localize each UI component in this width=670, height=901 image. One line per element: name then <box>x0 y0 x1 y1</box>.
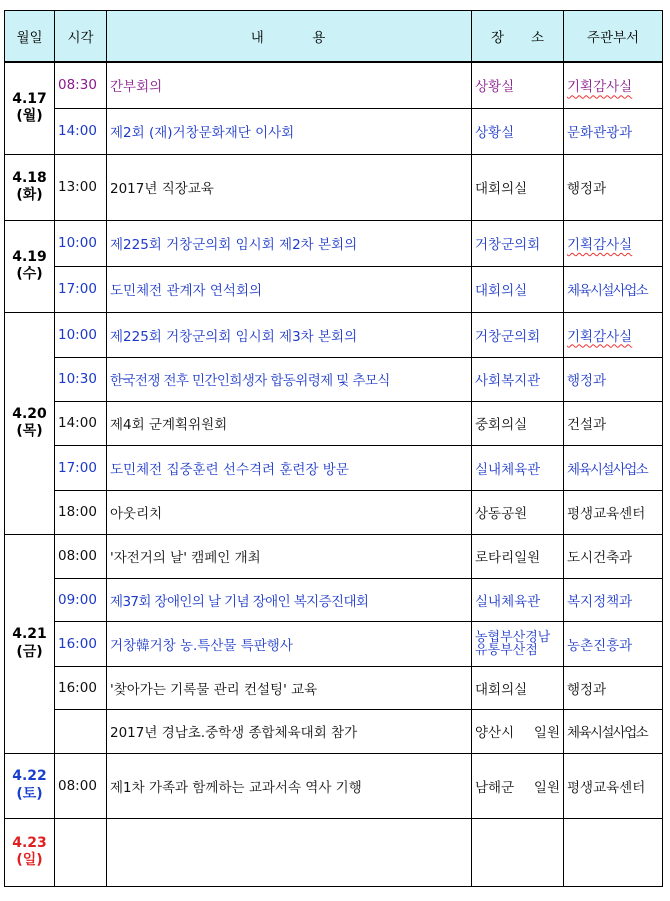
event-time: 08:00 <box>55 753 107 818</box>
event-dept <box>564 220 663 266</box>
event-time <box>55 709 107 753</box>
day-weekday: (화) <box>16 187 43 203</box>
event-place: 거창군의회 <box>472 312 564 357</box>
event-content: 제225회 거창군의회 임시회 제2차 본회의 <box>107 220 472 266</box>
event-dept-label: 농촌진흥과 <box>567 637 633 654</box>
event-dept-label: 체육시설사업소 <box>567 461 648 478</box>
event-place: 중회의실 <box>472 401 564 445</box>
event-place-line: 농협부산경남 <box>475 629 551 645</box>
event-dept-label: 복지정책과 <box>567 593 633 610</box>
event-place: 남해군 일원 <box>472 753 564 818</box>
schedule-row <box>5 154 663 220</box>
event-time: 16:00 <box>55 621 107 666</box>
event-place: 상황실 <box>472 108 564 154</box>
event-place: 사회복지관 <box>472 357 564 401</box>
event-dept-label: 건설과 <box>567 417 607 433</box>
event-place <box>472 621 564 666</box>
event-place: 거창군의회 <box>472 220 564 266</box>
header-time: 시각 <box>55 11 107 63</box>
event-place: 상황실 <box>472 62 564 108</box>
event-time: 14:00 <box>55 401 107 445</box>
day-cell <box>5 154 55 220</box>
event-dept <box>564 490 663 534</box>
event-content: 도민체전 관계자 연석회의 <box>107 266 472 312</box>
event-content: 제1차 가족과 함께하는 교과서속 역사 기행 <box>107 753 472 818</box>
event-dept-label: 문화관광과 <box>567 125 633 141</box>
event-time <box>55 818 107 886</box>
event-dept <box>564 357 663 401</box>
event-content: 2017년 직장교육 <box>107 154 472 220</box>
day-date: 4.21 <box>12 626 47 642</box>
day-cell <box>5 818 55 886</box>
event-dept-label: 체육시설사업소 <box>567 283 648 299</box>
schedule-row <box>5 818 663 886</box>
event-content: 제2회 (재)거창문화재단 이사회 <box>107 108 472 154</box>
event-time: 14:00 <box>55 108 107 154</box>
event-dept-label: 평생교육센터 <box>567 779 646 796</box>
event-content: 거창韓거창 농.특산물 특판행사 <box>107 621 472 666</box>
day-cell <box>5 753 55 818</box>
event-time: 18:00 <box>55 490 107 534</box>
event-dept <box>564 818 663 886</box>
schedule-body <box>5 62 663 886</box>
day-weekday: (월) <box>16 108 43 125</box>
event-time: 08:30 <box>55 62 107 108</box>
event-dept <box>564 266 663 312</box>
day-date: 4.18 <box>12 169 47 186</box>
event-dept-label: 행정과 <box>567 181 607 197</box>
event-dept <box>564 621 663 666</box>
event-dept <box>564 445 663 490</box>
day-date: 4.22 <box>12 768 47 784</box>
schedule-row <box>5 108 663 154</box>
event-dept-label: 기획감사실 <box>567 237 633 253</box>
event-time: 08:00 <box>55 534 107 578</box>
event-place: 대회의실 <box>472 666 564 709</box>
schedule-row <box>5 266 663 312</box>
event-dept-label: 행정과 <box>567 681 607 698</box>
event-dept <box>564 62 663 108</box>
event-place: 로타리일원 <box>472 534 564 578</box>
event-dept-label: 도시건축과 <box>567 550 633 566</box>
header-row <box>5 11 663 63</box>
event-dept-label: 평생교육센터 <box>567 506 646 522</box>
day-weekday: (수) <box>16 266 43 282</box>
day-weekday: (금) <box>16 643 43 660</box>
schedule-row <box>5 578 663 621</box>
event-dept <box>564 401 663 445</box>
header-date: 월일 <box>5 11 55 63</box>
event-content: 제4회 군계획위원회 <box>107 401 472 445</box>
event-dept <box>564 108 663 154</box>
day-date: 4.19 <box>12 248 47 265</box>
event-time: 10:30 <box>55 357 107 401</box>
schedule-row <box>5 220 663 266</box>
event-time: 13:00 <box>55 154 107 220</box>
event-content: 한국전쟁 전후 민간인희생자 합동위령제 및 추모식 <box>107 357 472 401</box>
schedule-row <box>5 312 663 357</box>
schedule-row <box>5 401 663 445</box>
schedule-row <box>5 445 663 490</box>
event-place <box>472 818 564 886</box>
event-place: 실내체육관 <box>472 578 564 621</box>
event-dept <box>564 312 663 357</box>
event-content <box>107 818 472 886</box>
schedule-row <box>5 490 663 534</box>
day-weekday: (목) <box>16 423 43 439</box>
day-weekday: (토) <box>16 785 43 802</box>
event-place: 양산시 일원 <box>472 709 564 753</box>
event-content: '찾아가는 기록물 관리 컨설팅' 교육 <box>107 666 472 709</box>
event-time: 17:00 <box>55 445 107 490</box>
event-content: 제225회 거창군의회 임시회 제3차 본회의 <box>107 312 472 357</box>
event-dept <box>564 154 663 220</box>
day-date: 4.20 <box>12 405 47 422</box>
header-content: 내 용 <box>107 11 472 63</box>
schedule-row <box>5 709 663 753</box>
event-time: 09:00 <box>55 578 107 621</box>
event-content: 도민체전 집중훈련 선수격려 훈련장 방문 <box>107 445 472 490</box>
event-place-line: 유통부산점 <box>475 642 538 658</box>
event-dept <box>564 534 663 578</box>
event-dept-label: 행정과 <box>567 373 607 389</box>
header-place: 장 소 <box>472 11 564 63</box>
event-time: 10:00 <box>55 220 107 266</box>
event-time: 10:00 <box>55 312 107 357</box>
day-date: 4.23 <box>12 834 47 851</box>
schedule-row <box>5 666 663 709</box>
event-dept-label: 기획감사실 <box>567 79 633 96</box>
event-dept <box>564 753 663 818</box>
schedule-row <box>5 62 663 108</box>
event-content: 2017년 경남초.중학생 종합체육대회 참가 <box>107 709 472 753</box>
day-date: 4.17 <box>12 90 47 107</box>
event-place: 대회의실 <box>472 154 564 220</box>
event-place: 대회의실 <box>472 266 564 312</box>
schedule-row <box>5 534 663 578</box>
day-cell <box>5 312 55 534</box>
event-time: 16:00 <box>55 666 107 709</box>
event-content: '자전거의 날' 캠페인 개최 <box>107 534 472 578</box>
schedule-table <box>4 10 663 887</box>
schedule-row <box>5 753 663 818</box>
event-content: 아웃리치 <box>107 490 472 534</box>
event-dept-label: 기획감사실 <box>567 328 633 345</box>
schedule-row <box>5 357 663 401</box>
day-weekday: (일) <box>16 852 43 868</box>
day-cell <box>5 220 55 312</box>
schedule-row <box>5 621 663 666</box>
event-dept <box>564 578 663 621</box>
event-dept <box>564 709 663 753</box>
day-cell <box>5 534 55 753</box>
header-dept: 주관부서 <box>564 11 663 63</box>
day-cell <box>5 62 55 154</box>
event-content: 간부회의 <box>107 62 472 108</box>
event-dept-label: 체육시설사업소 <box>567 725 648 741</box>
event-dept <box>564 666 663 709</box>
event-time: 17:00 <box>55 266 107 312</box>
event-place: 실내체육관 <box>472 445 564 490</box>
event-content: 제37회 장애인의 날 기념 장애인 복지증진대회 <box>107 578 472 621</box>
event-place: 상동공원 <box>472 490 564 534</box>
